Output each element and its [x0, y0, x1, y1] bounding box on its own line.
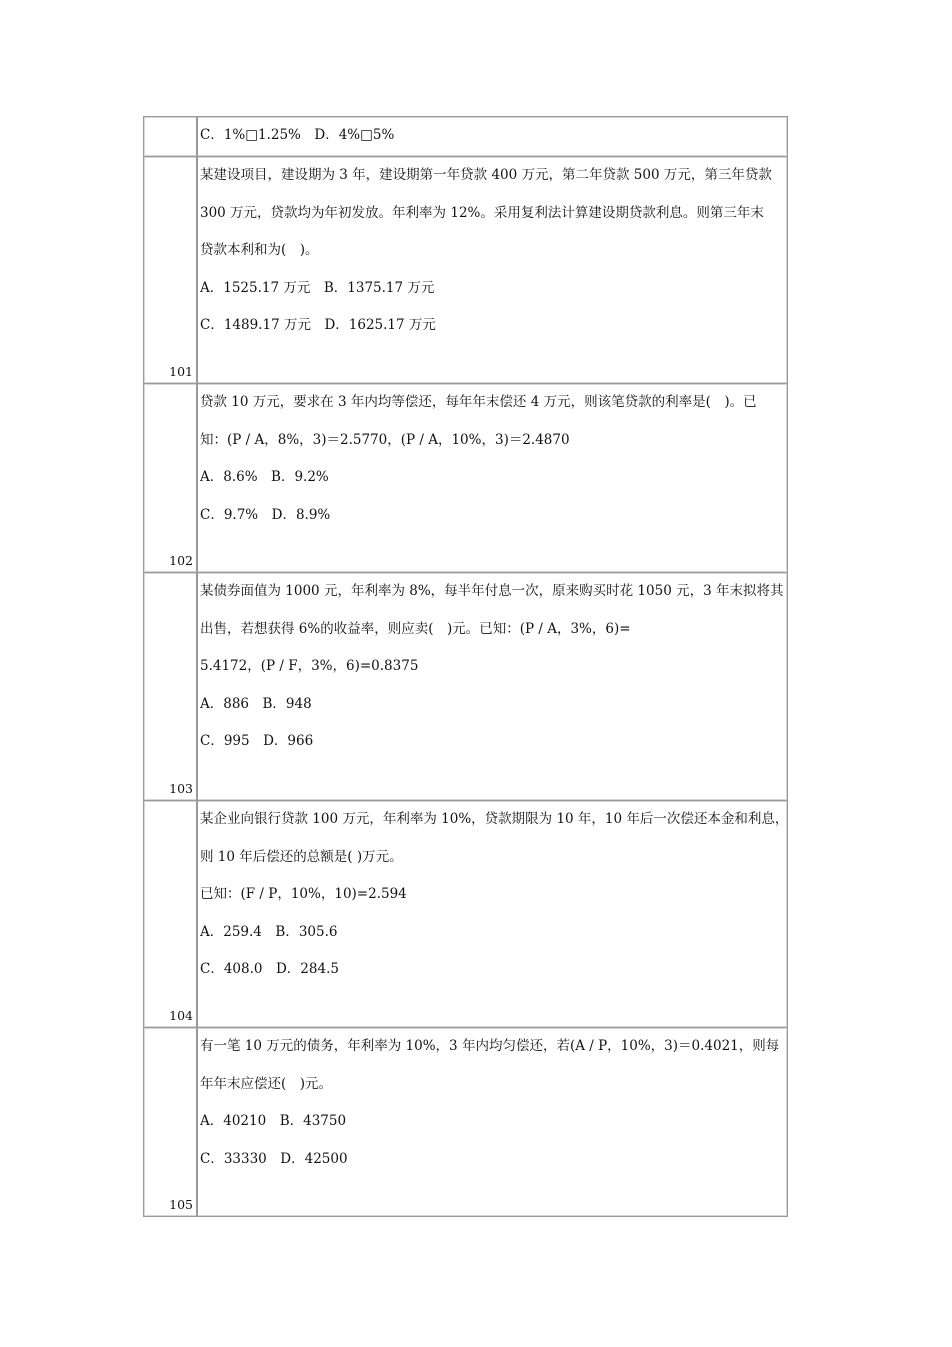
- question-number: 103: [169, 781, 193, 796]
- table-row: [143, 572, 788, 800]
- question-text-line: 300 万元，贷款均为年初发放。年利率为 12%。采用复利法计算建设期贷款利息。则第三年末: [200, 204, 764, 221]
- question-content-cell: [198, 801, 788, 1027]
- question-text-line: 年年末应偿还( )元。: [200, 1075, 333, 1092]
- question-content-cell: [198, 117, 787, 156]
- question-text-line: 某企业向银行贷款 100 万元，年利率为 10%，贷款期限为 10 年，10 年后一次偿还本金和利息，: [200, 811, 789, 827]
- question-content-cell: [198, 573, 787, 800]
- question-content-cell: [198, 1028, 787, 1216]
- answer-options-line: C．995 D．966: [200, 733, 314, 749]
- question-number-cell: [144, 384, 198, 572]
- question-text-line: 贷款 10 万元，要求在 3 年内均等偿还，每年年末偿还 4 万元，则该笔贷款的利率是( )。已: [200, 394, 757, 410]
- answer-options-line: A．8.6% B．9.2%: [200, 469, 329, 485]
- question-number-cell: [144, 801, 198, 1027]
- question-content-cell: [198, 384, 787, 572]
- table-row: [143, 116, 788, 156]
- question-text-line: C．1%□1.25% D．4%□5%: [200, 127, 395, 143]
- question-table: [143, 116, 788, 1217]
- question-text-line: 知：(P / A，8%，3)＝2.5770，(P / A，10%，3)＝2.4870: [200, 431, 570, 448]
- answer-options-line: C．1489.17 万元 D．1625.17 万元: [200, 317, 436, 333]
- table-row: [143, 1027, 788, 1217]
- question-text-line: 某债券面值为 1000 元，年利率为 8%，每半年付息一次，原来购买时花 1050 元，3 年末拟将其: [200, 583, 784, 599]
- question-text-line: 贷款本利和为( )。: [200, 242, 319, 258]
- question-number: 102: [169, 553, 193, 568]
- question-text-line: 已知：(F / P，10%，10)=2.594: [200, 886, 407, 902]
- question-content-cell: [198, 157, 787, 383]
- question-text-line: 有一笔 10 万元的债务，年利率为 10%，3 年内均匀偿还，若(A / P，10%，3)＝0.4021，则每: [200, 1038, 780, 1054]
- table-row: [143, 800, 788, 1027]
- question-number-cell: [144, 157, 198, 383]
- question-text-line: 某建设项目，建设期为 3 年，建设期第一年贷款 400 万元，第二年贷款 500 万元，第三年贷款: [200, 167, 772, 183]
- answer-options-line: A．40210 B．43750: [200, 1113, 347, 1129]
- table-row: [143, 156, 788, 383]
- question-text-line: 出售，若想获得 6%的收益率，则应卖( )元。已知：(P / A，3%，6)=: [200, 620, 631, 637]
- answer-options-line: C．33330 D．42500: [200, 1150, 348, 1167]
- question-number-cell: [144, 1028, 198, 1216]
- question-number: 101: [169, 364, 193, 379]
- answer-options-line: A．259.4 B．305.6: [200, 923, 338, 940]
- question-number: 105: [169, 1197, 193, 1212]
- answer-options-line: A．1525.17 万元 B．1375.17 万元: [200, 279, 435, 296]
- question-number-cell: [144, 117, 198, 156]
- question-text-line: 则 10 年后偿还的总额是( )万元。: [200, 848, 403, 865]
- answer-options-line: C．408.0 D．284.5: [200, 961, 339, 977]
- answer-options-line: A．886 B．948: [200, 695, 312, 712]
- question-number: 104: [169, 1008, 193, 1023]
- question-number-cell: [144, 573, 198, 800]
- question-text-line: 5.4172，(P / F，3%，6)=0.8375: [200, 658, 419, 674]
- answer-options-line: C．9.7% D．8.9%: [200, 506, 331, 523]
- table-row: [143, 383, 788, 572]
